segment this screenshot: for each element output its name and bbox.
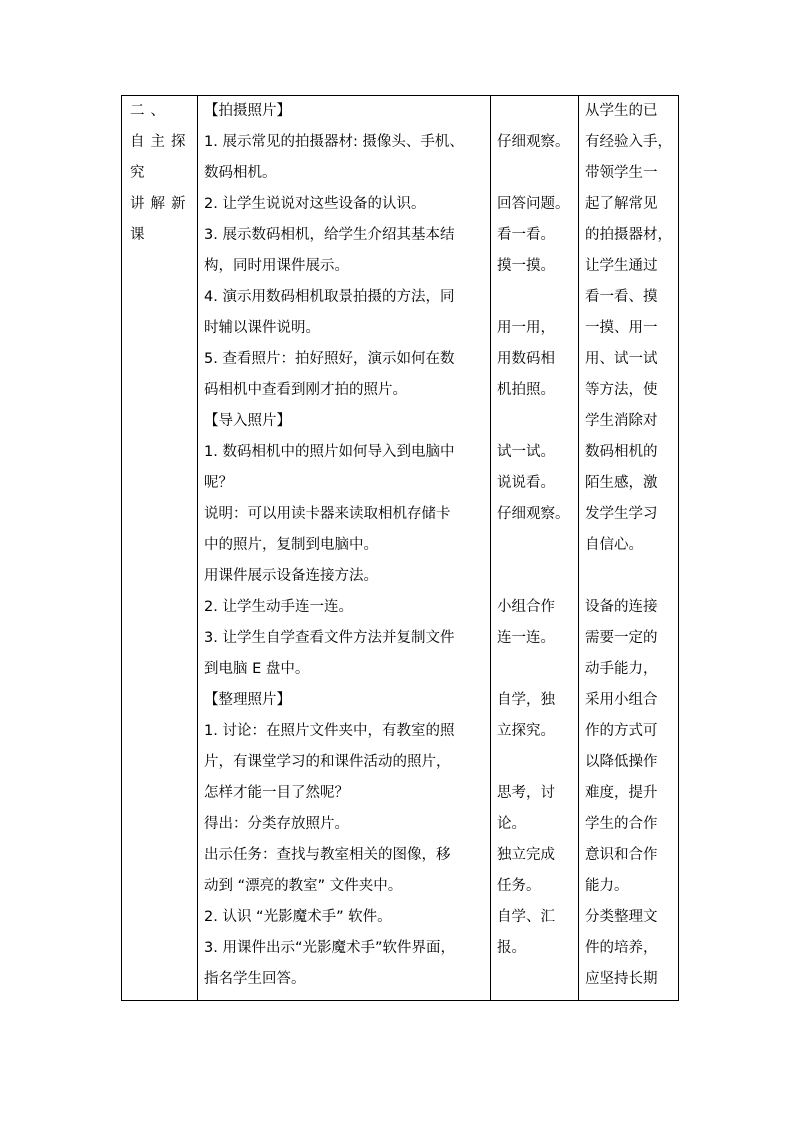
intent-line bbox=[579, 561, 678, 592]
teacher-line: 中的照片，复制到电脑中。 bbox=[204, 537, 378, 553]
intent-line: 一摸、用一 bbox=[585, 320, 658, 336]
student-line: 立探究。 bbox=[497, 723, 555, 739]
student-line: 仔细观察。 bbox=[497, 506, 570, 522]
student-line: 自学、汇 bbox=[497, 909, 555, 925]
stage-line: 讲解新 bbox=[130, 196, 192, 212]
intent-line: 数码相机的 bbox=[585, 444, 658, 460]
intent-line: 作的方式可 bbox=[585, 723, 658, 739]
intent-line: 发学生学习 bbox=[585, 506, 658, 522]
design-intent-cell bbox=[579, 96, 679, 1001]
teacher-line: 呢？ bbox=[204, 475, 233, 491]
intent-line: 学生的合作 bbox=[585, 816, 658, 832]
teacher-line: 码相机中查看到刚才拍的照片。 bbox=[204, 382, 407, 398]
teacher-line: 用课件展示设备连接方法。 bbox=[204, 568, 378, 584]
stage-cell bbox=[122, 96, 198, 1001]
intent-line: 难度，提升 bbox=[585, 785, 658, 801]
teacher-line: 动到 “漂亮的教室” 文件夹中。 bbox=[204, 878, 403, 894]
student-line: 自学，独 bbox=[497, 692, 555, 708]
intent-line: 应坚持长期 bbox=[585, 971, 658, 987]
student-line bbox=[491, 654, 578, 685]
student-line: 用数码相 bbox=[497, 351, 555, 367]
student-line bbox=[491, 747, 578, 778]
student-line: 报。 bbox=[497, 940, 526, 956]
student-line: 试一试。 bbox=[497, 444, 555, 460]
student-line bbox=[491, 406, 578, 437]
intent-line: 件的培养， bbox=[585, 940, 658, 956]
section-heading: 【导入照片】 bbox=[204, 413, 291, 429]
intent-line: 学生消除对 bbox=[585, 413, 658, 429]
intent-line: 带领学生一 bbox=[585, 165, 658, 181]
teacher-line: 指名学生回答。 bbox=[204, 971, 306, 987]
student-line: 回答问题。 bbox=[497, 196, 570, 212]
section-heading: 【整理照片】 bbox=[204, 692, 291, 708]
teacher-line: 出示任务：查找与教室相关的图像，移 bbox=[204, 847, 451, 863]
intent-line: 看一看、摸 bbox=[585, 289, 658, 305]
student-line bbox=[491, 964, 578, 995]
teacher-line: 1. 展示常见的拍摄器材: 摄像头、手机、 bbox=[204, 134, 464, 150]
teacher-line: 到电脑 E 盘中。 bbox=[204, 661, 310, 677]
student-line: 任务。 bbox=[497, 878, 541, 894]
intent-line: 的拍摄器材， bbox=[585, 227, 672, 243]
intent-line: 起了解常见 bbox=[585, 196, 658, 212]
teacher-line: 片，有课堂学习的和课件活动的照片， bbox=[204, 754, 451, 770]
teacher-line: 2. 让学生动手连一连。 bbox=[204, 599, 353, 615]
intent-line: 能力。 bbox=[585, 878, 629, 894]
teacher-line: 得出：分类存放照片。 bbox=[204, 816, 349, 832]
teacher-activity-cell bbox=[198, 96, 491, 1001]
teacher-line: 4. 演示用数码相机取景拍摄的方法，同 bbox=[204, 289, 455, 305]
student-line: 小组合作 bbox=[497, 599, 555, 615]
teacher-line: 说明：可以用读卡器来读取相机存储卡 bbox=[204, 506, 451, 522]
intent-line: 动手能力， bbox=[585, 661, 658, 677]
intent-line: 从学生的已 bbox=[585, 103, 658, 119]
teacher-line: 时辅以课件说明。 bbox=[204, 320, 320, 336]
student-line: 用一用， bbox=[497, 320, 555, 336]
intent-line: 陌生感，激 bbox=[585, 475, 658, 491]
teacher-line: 5. 查看照片：拍好照好，演示如何在数 bbox=[204, 351, 455, 367]
teacher-line: 构，同时用课件展示。 bbox=[204, 258, 349, 274]
intent-line: 等方法，使 bbox=[585, 382, 658, 398]
intent-line: 自信心。 bbox=[585, 537, 643, 553]
intent-line: 分类整理文 bbox=[585, 909, 658, 925]
student-line bbox=[491, 530, 578, 561]
stage-line: 究 bbox=[130, 165, 151, 181]
section-heading: 【拍摄照片】 bbox=[204, 103, 291, 119]
student-activity-cell bbox=[491, 96, 579, 1001]
student-line bbox=[491, 158, 578, 189]
table-row bbox=[122, 96, 679, 1001]
intent-line: 采用小组合 bbox=[585, 692, 658, 708]
intent-line: 意识和合作 bbox=[585, 847, 658, 863]
lesson-plan-table bbox=[121, 95, 679, 1001]
intent-line: 有经验入手， bbox=[585, 134, 672, 150]
intent-line: 以降低操作 bbox=[585, 754, 658, 770]
intent-line: 设备的连接 bbox=[585, 599, 658, 615]
teacher-line: 怎样才能一目了然呢？ bbox=[204, 785, 349, 801]
teacher-line: 1. 数码相机中的照片如何导入到电脑中 bbox=[204, 444, 455, 460]
intent-line: 需要一定的 bbox=[585, 630, 658, 646]
student-line: 论。 bbox=[497, 816, 526, 832]
teacher-line: 1. 讨论：在照片文件夹中，有教室的照 bbox=[204, 723, 455, 739]
intent-line: 让学生通过 bbox=[585, 258, 658, 274]
student-line: 说说看。 bbox=[497, 475, 555, 491]
teacher-line: 数码相机。 bbox=[204, 165, 277, 181]
student-line bbox=[491, 282, 578, 313]
stage-line: 二、 bbox=[130, 103, 171, 119]
student-line: 看一看。 bbox=[497, 227, 555, 243]
teacher-line: 3. 展示数码相机，给学生介绍其基本结 bbox=[204, 227, 455, 243]
student-line: 仔细观察。 bbox=[497, 134, 570, 150]
student-line: 机拍照。 bbox=[497, 382, 555, 398]
teacher-line: 2. 认识 “光影魔术手” 软件。 bbox=[204, 909, 392, 925]
student-line: 连一连。 bbox=[497, 630, 555, 646]
student-line: 独立完成 bbox=[497, 847, 555, 863]
teacher-line: 3. 让学生自学查看文件方法并复制文件 bbox=[204, 630, 455, 646]
teacher-line: 2. 让学生说说对这些设备的认识。 bbox=[204, 196, 426, 212]
teacher-line: 3. 用课件出示“光影魔术手”软件界面， bbox=[204, 940, 455, 956]
stage-line: 课 bbox=[130, 227, 151, 243]
student-line bbox=[491, 96, 578, 127]
student-line: 摸一摸。 bbox=[497, 258, 555, 274]
stage-line: 自主探 bbox=[130, 134, 192, 150]
student-line: 思考，讨 bbox=[497, 785, 555, 801]
student-line bbox=[491, 561, 578, 592]
intent-line: 用、试一试 bbox=[585, 351, 658, 367]
